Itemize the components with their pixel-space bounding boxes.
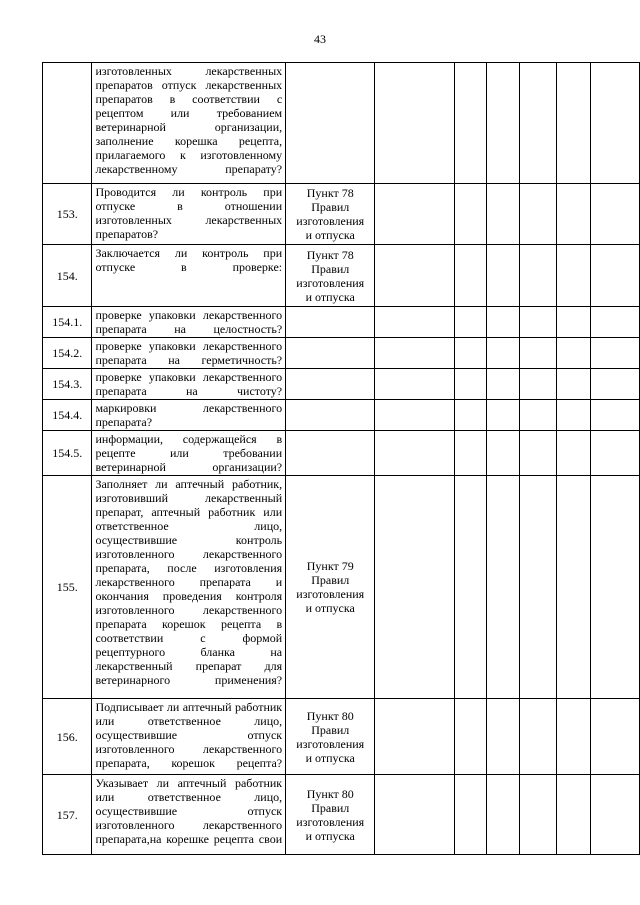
reference-cell bbox=[286, 63, 375, 184]
reference-text: Пункт 80 Правил изготовления и отпуска bbox=[296, 708, 365, 765]
answer-cell bbox=[487, 63, 520, 184]
reference-cell bbox=[286, 400, 375, 431]
answer-cell bbox=[375, 400, 454, 431]
table-row bbox=[43, 369, 640, 400]
answer-cell bbox=[487, 476, 520, 699]
reference-cell bbox=[286, 184, 375, 245]
answer-cell bbox=[454, 307, 487, 338]
page-number: 43 bbox=[314, 32, 326, 46]
table-row bbox=[43, 699, 640, 775]
answer-cell bbox=[487, 369, 520, 400]
answer-cell bbox=[487, 775, 520, 855]
row-number: 154.4. bbox=[43, 400, 92, 431]
answer-cell bbox=[375, 63, 454, 184]
answer-cell bbox=[590, 307, 639, 338]
answer-cell bbox=[375, 307, 454, 338]
table-row bbox=[43, 775, 640, 855]
answer-cell bbox=[454, 369, 487, 400]
table-row bbox=[43, 184, 640, 245]
answer-cell bbox=[375, 476, 454, 699]
reference-cell bbox=[286, 699, 375, 775]
answer-cell bbox=[557, 307, 591, 338]
answer-cell bbox=[519, 63, 556, 184]
answer-cell bbox=[590, 338, 639, 369]
question-text: маркировки лекарственного препарата? bbox=[95, 401, 283, 429]
row-number bbox=[43, 63, 92, 184]
answer-cell bbox=[519, 699, 556, 775]
row-number: 154. bbox=[43, 245, 92, 307]
row-number: 155. bbox=[43, 476, 92, 699]
table-row bbox=[43, 307, 640, 338]
answer-cell bbox=[519, 476, 556, 699]
row-number: 157. bbox=[43, 775, 92, 855]
reference-cell bbox=[286, 431, 375, 476]
reference-cell bbox=[286, 476, 375, 699]
question-text: Проводится ли контроль при отпуске в отношении изготовленных лекарственных препаратов? bbox=[95, 185, 283, 241]
row-number: 156. bbox=[43, 699, 92, 775]
answer-cell bbox=[375, 184, 454, 245]
reference-text: Пункт 78 Правил изготовления и отпуска bbox=[296, 186, 365, 242]
reference-cell bbox=[286, 775, 375, 855]
question-text: проверке упаковки лекарственного препарата на целостность? bbox=[95, 308, 283, 336]
reference-text: Пункт 78 Правил изготовления и отпуска bbox=[296, 247, 365, 304]
answer-cell bbox=[590, 699, 639, 775]
question-cell bbox=[92, 699, 286, 775]
row-number: 154.1. bbox=[43, 307, 92, 338]
question-cell bbox=[92, 184, 286, 245]
question-text: изготовленных лекарственных препаратов отпуск лекарственных препаратов в соответствии с рецептом или требованием ветеринарной организации, заполнение корешка рецепта, прилагаемого к изготовленному лекарственному препарату? bbox=[95, 64, 283, 176]
answer-cell bbox=[487, 338, 520, 369]
question-cell bbox=[92, 338, 286, 369]
answer-cell bbox=[590, 476, 639, 699]
question-cell bbox=[92, 431, 286, 476]
answer-cell bbox=[375, 775, 454, 855]
question-text: Указывает ли аптечный работник или ответственное лицо, осуществившие отпуск изготовленного лекарственного препарата,на корешке рецепта свои bbox=[95, 776, 283, 846]
answer-cell bbox=[519, 431, 556, 476]
answer-cell bbox=[519, 775, 556, 855]
answer-cell bbox=[487, 307, 520, 338]
answer-cell bbox=[519, 307, 556, 338]
answer-cell bbox=[519, 338, 556, 369]
question-text: проверке упаковки лекарственного препарата на герметичность? bbox=[95, 339, 283, 367]
answer-cell bbox=[590, 369, 639, 400]
question-cell bbox=[92, 369, 286, 400]
answer-cell bbox=[454, 184, 487, 245]
answer-cell bbox=[375, 699, 454, 775]
answer-cell bbox=[557, 63, 591, 184]
answer-cell bbox=[590, 431, 639, 476]
answer-cell bbox=[557, 775, 591, 855]
answer-cell bbox=[557, 699, 591, 775]
answer-cell bbox=[454, 338, 487, 369]
answer-cell bbox=[519, 369, 556, 400]
answer-cell bbox=[375, 369, 454, 400]
reference-cell bbox=[286, 338, 375, 369]
answer-cell bbox=[557, 369, 591, 400]
question-cell bbox=[92, 476, 286, 699]
question-cell bbox=[92, 245, 286, 307]
row-number: 153. bbox=[43, 184, 92, 245]
table-row bbox=[43, 338, 640, 369]
question-text: проверке упаковки лекарственного препарата на чистоту? bbox=[95, 370, 283, 398]
reference-cell bbox=[286, 307, 375, 338]
table-row bbox=[43, 431, 640, 476]
answer-cell bbox=[375, 338, 454, 369]
answer-cell bbox=[557, 400, 591, 431]
answer-cell bbox=[519, 245, 556, 307]
answer-cell bbox=[487, 245, 520, 307]
answer-cell bbox=[487, 699, 520, 775]
table-row bbox=[43, 476, 640, 699]
answer-cell bbox=[375, 245, 454, 307]
answer-cell bbox=[454, 699, 487, 775]
reference-text: Пункт 80 Правил изготовления и отпуска bbox=[296, 786, 365, 843]
answer-cell bbox=[487, 400, 520, 431]
answer-cell bbox=[557, 184, 591, 245]
answer-cell bbox=[590, 63, 639, 184]
answer-cell bbox=[590, 775, 639, 855]
table-row bbox=[43, 245, 640, 307]
answer-cell bbox=[454, 431, 487, 476]
answer-cell bbox=[454, 400, 487, 431]
answer-cell bbox=[375, 431, 454, 476]
question-text: Подписывает ли аптечный работник или ответственное лицо, осуществившие отпуск изготовленного лекарственного препарата, корешок рецепта? bbox=[95, 700, 283, 770]
answer-cell bbox=[454, 775, 487, 855]
table-row bbox=[43, 63, 640, 184]
answer-cell bbox=[454, 476, 487, 699]
answer-cell bbox=[519, 400, 556, 431]
answer-cell bbox=[557, 431, 591, 476]
question-cell bbox=[92, 400, 286, 431]
row-number: 154.5. bbox=[43, 431, 92, 476]
answer-cell bbox=[454, 245, 487, 307]
question-text: Заполняет ли аптечный работник, изготовивший лекарственный препарат, аптечный работник или ответственное лицо, осуществившие контроль изготовленного лекарственного препарата, после изготовления лекарственного препарата и окончания проведения контроля изготовленного лекарственного препарата корешок рецепта в соответствии с формой рецептурного бланка на лекарственный препарат для ветеринарного применения? bbox=[95, 477, 283, 687]
question-cell bbox=[92, 307, 286, 338]
reference-cell bbox=[286, 369, 375, 400]
answer-cell bbox=[590, 245, 639, 307]
answer-cell bbox=[557, 338, 591, 369]
answer-cell bbox=[557, 476, 591, 699]
row-number: 154.2. bbox=[43, 338, 92, 369]
checklist-table bbox=[42, 62, 640, 855]
answer-cell bbox=[454, 63, 487, 184]
answer-cell bbox=[557, 245, 591, 307]
answer-cell bbox=[519, 184, 556, 245]
question-text: информации, содержащейся в рецепте или требовании ветеринарной организации? bbox=[95, 432, 283, 474]
answer-cell bbox=[487, 184, 520, 245]
question-text: Заключается ли контроль при отпуске в проверке: bbox=[95, 246, 283, 274]
answer-cell bbox=[590, 184, 639, 245]
answer-cell bbox=[590, 400, 639, 431]
table-row bbox=[43, 400, 640, 431]
row-number: 154.3. bbox=[43, 369, 92, 400]
answer-cell bbox=[487, 431, 520, 476]
reference-cell bbox=[286, 245, 375, 307]
reference-text: Пункт 79 Правил изготовления и отпуска bbox=[296, 559, 365, 615]
question-cell bbox=[92, 775, 286, 855]
question-cell bbox=[92, 63, 286, 184]
